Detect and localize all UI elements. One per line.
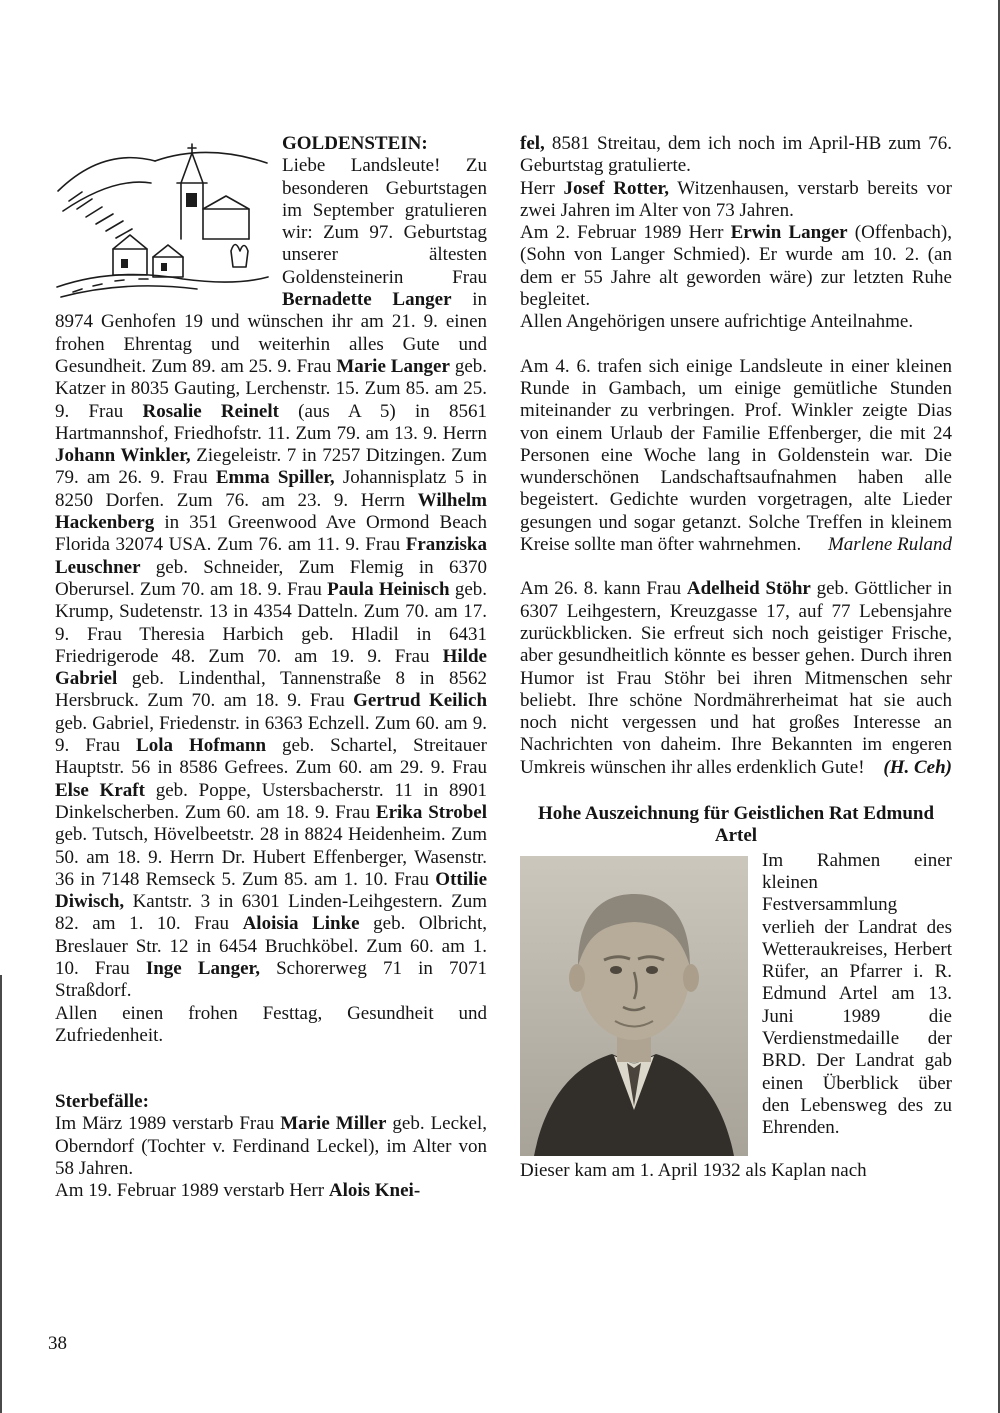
award-article-title: Hohe Auszeichnung für Geistlichen Rat Edmund Artel xyxy=(537,803,935,847)
scan-edge-line xyxy=(0,975,2,1413)
award-continuation-line: Dieser kam am 1. April 1932 als Kaplan nach xyxy=(520,1159,867,1181)
award-paragraph: Im Rahmen einer kleinen Festversammlung verlieh der Landrat des Wetteraukreises, Herbert Rüfer, an Pfarrer i. R. Edmund Artel am 13. Juni 1989 die Verdienstmedaille der BRD. Der Landrat gab einen Überblick über den Lebensweg des zu Ehrenden. xyxy=(762,849,952,1139)
deaths-section-title: Sterbefälle: xyxy=(55,1091,149,1113)
page-number: 38 xyxy=(48,1333,67,1354)
condolence-paragraph: Allen Angehörigen unsere aufrichtige Anteilnahme. xyxy=(520,311,914,333)
stoehr-birthday-paragraph: Am 26. 8. kann Frau Adelheid Stöhr geb. Göttlicher in 6307 Leihgestern, Kreuzgasse 17, auf 77 Lebensjahre zurückblicken. Sie erfreut sich noch geistiger Frische, aber gesundheitlich könnte es besser gehen. Durch ihren Humor ist Frau Stöhr bei ihren Mitmenschen sehr beliebt. Ihre schöne Nordmährerheimat hat sie auch noch nicht vergessen und hat großes Interesse an Nachrichten von daheim. Ihre Bekannten im engeren Umkreis wünschen ihr alles erdenklich Gute! (H. Ceh) xyxy=(520,578,952,778)
left-column xyxy=(55,133,487,1203)
death-notice-paragraph: Am 19. Februar 1989 verstarb Herr Alois Knei- xyxy=(55,1180,421,1202)
death-notice-paragraph: Im März 1989 verstarb Frau Marie Miller geb. Leckel, Oberndorf (Tochter v. Ferdinand Leckel), im Alter von 58 Jahren. xyxy=(55,1113,488,1180)
death-notice-paragraph: Am 2. Februar 1989 Herr Erwin Langer (Offenbach), (Sohn von Langer Schmied). Er wurde am 10. 2. (an dem er 55 Jahre alt geworden wäre) zur letzten Ruhe begleitet. xyxy=(520,222,952,311)
birthday-closing-paragraph: Allen einen frohen Festtag, Gesundheit und Zufriedenheit. xyxy=(55,1002,487,1046)
death-notice-continued-paragraph: fel, 8581 Streitau, dem ich noch im April-HB zum 76. Geburtstag gratulierte. xyxy=(520,133,952,177)
edmund-artel-portrait-photo xyxy=(520,856,748,1156)
birthday-greetings-paragraph: Liebe Landsleute! Zu besonderen Geburtstagen im September gratulieren wir: Zum 97. Geburtstag unserer ältesten Goldensteinerin Frau Bernadette Langer in 8974 Genhofen 19 und wünschen ihr am 21. 9. einen frohen Ehrentag und weiterhin alles Gute und Gesundheit. Zum 89. am 25. 9. Frau Marie Langer geb. Katzer in 8035 Gauting, Lerchenstr. 15. Zum 85. am 25. 9. Frau Rosalie Reinelt (aus A 5) in 8561 Hartmannshof, Friedhofstr. 11. Zum 79. am 13. 9. Herrn Johann Winkler, Ziegeleistr. 7 in 7257 Ditzingen. Zum 79. am 26. 9. Frau Emma Spiller, Johannisplatz 5 in 8250 Dorfen. Zum 76. am 23. 9. Herrn Wilhelm Hackenberg in 351 Greenwood Ave Ormond Beach Florida 32074 USA. Zum 76. am 11. 9. Frau Franziska Leuschner geb. Schneider, Zum Flemig in 6370 Oberursel. Zum 70. am 18. 9. Frau Paula Heinisch geb. Krump, Sudetenstr. 13 in 4354 Datteln. Zum 70. am 17. 9. Frau Theresia Harbich geb. Hladil in 6431 Friedrigerode 48. Zum 70. am 19. 9. Frau Hilde Gabriel geb. Lindenthal, Tannenstraße 8 in 8562 Hersbruck. Zum 70. am 18. 9. Frau Gertrud Keilich geb. Gabriel, Friedenstr. in 6363 Echzell. Zum 60. am 9. 9. Frau Lola Hofmann geb. Schartel, Streitauer Hauptstr. 56 in 8586 Gefrees. Zum 60. am 29. 9. Frau Else Kraft geb. Poppe, Ustersbacherstr. 11 in 8901 Dinkelscherben. Zum 60. am 18. 9. Frau Erika Strobel geb. Tutsch, Hövelbeetstr. 28 in 8824 Heidenheim. Zum 50. am 18. 9. Herrn Dr. Hubert Effenberger, Wasenstr. 36 in 7148 Remseck 5. Zum 85. am 1. 10. Frau Ottilie Diwisch, Kantstr. 3 in 6301 Linden-Leihgestern. Zum 82. am 1. 10. Frau Aloisia Linke geb. Olbricht, Breslauer Str. 12 in 6454 Bruchköbel. Zum 60. am 1. 10. Frau Inge Langer, Schorerweg 71 in 7071 Straßdorf. xyxy=(55,155,488,1002)
award-article-body xyxy=(520,850,952,1182)
death-notice-paragraph: Herr Josef Rotter, Witzenhausen, verstarb bereits vor zwei Jahren im Alter von 73 Jahren. xyxy=(520,177,952,221)
village-sketch-illustration xyxy=(55,133,270,298)
gathering-report-paragraph: Am 4. 6. trafen sich einige Landsleute in einer kleinen Runde in Gambach, um einige gemütliche Stunden miteinander zu verbringen. Prof. Winkler zeigte Dias von einem Urlaub der Familie Effenberger, die mit 24 Personen eine Woche lang in Goldenstein war. Die wunderschönen Landschaftsaufnahmen haben alle begeistert. Gedichte wurden vorgetragen, alte Lieder gesungen und sogar getanzt. Solche Treffen in kleinem Kreise sollte man öfter wahrnehmen. Marlene Ruland xyxy=(520,355,952,556)
section-title-goldenstein: GOLDENSTEIN: xyxy=(282,133,428,154)
right-column xyxy=(520,133,952,1203)
two-column-layout xyxy=(55,133,952,1203)
